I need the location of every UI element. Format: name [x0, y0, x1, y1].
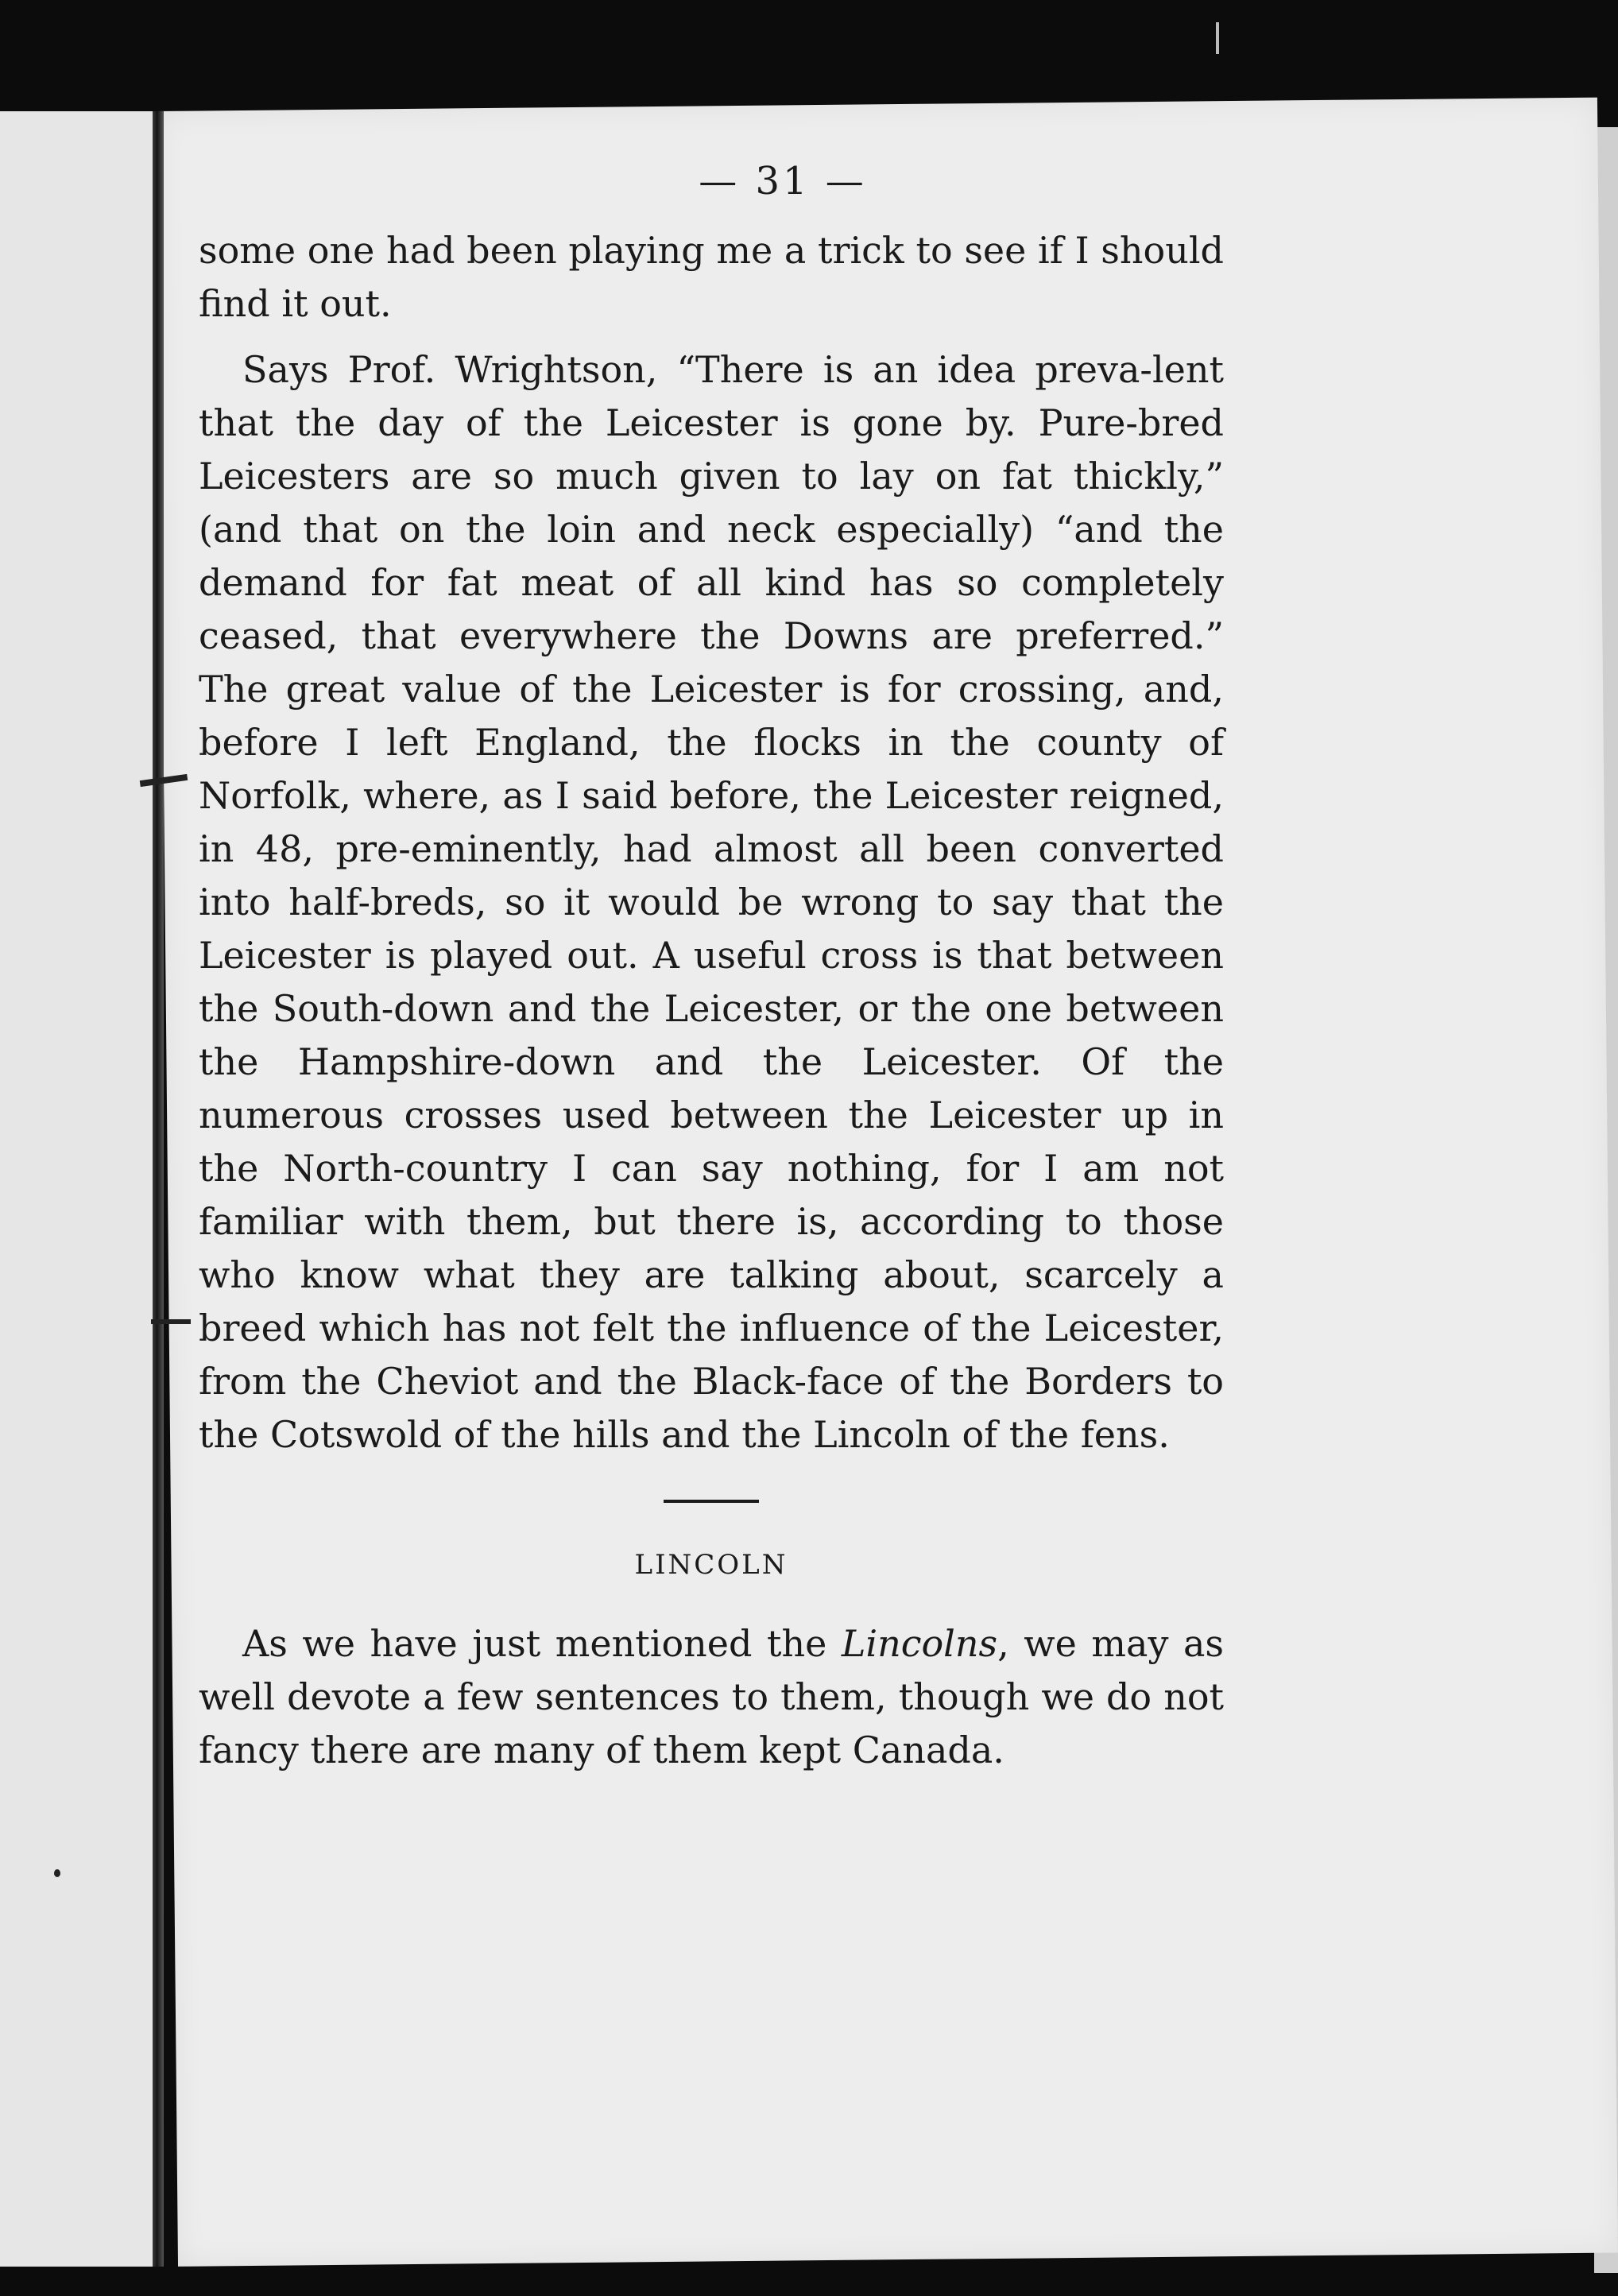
book-spine	[153, 111, 164, 2267]
facing-page-edge	[0, 111, 157, 2267]
lincoln-text-before: As we have just mentioned the	[242, 1622, 842, 1665]
paragraph-lincoln	[199, 1617, 1224, 1777]
margin-dot	[54, 1869, 60, 1877]
page-number: — 31 —	[699, 159, 867, 203]
spine-notch-bottom	[151, 1319, 191, 1324]
section-divider	[664, 1500, 759, 1503]
page-text-block	[199, 159, 1224, 1777]
section-heading-lincoln: LINCOLN	[634, 1549, 788, 1581]
lincoln-italic-term: Lincolns	[841, 1622, 998, 1665]
corner-mark	[1216, 22, 1219, 54]
lincoln-text-after: , we may as well devote a few sentences to them, though we do not fancy there are many of them kept Canada.	[199, 1622, 1224, 1771]
paragraph-wrightson-quote: Says Prof. Wrightson, “There is an idea preva-lent that the day of the Leicester is gone by. Pure-bred Leicesters are so much given to lay on fat thickly,” (and that on the loin and neck especially) “and the demand for fat meat of all kind has so completely ceased, that everywhere the Downs are preferred.” The great value of the Leicester is for crossing, and, before I left England, the flocks in the county of Norfolk, where, as I said before, the Leicester reigned, in 48, pre-eminently, had almost all been converted into half-breds, so it would be wrong to say that the Leicester is played out. A useful cross is that between the South-down and the Leicester, or the one between the Hampshire-down and the Leicester. Of the numerous crosses used between the Leicester up in the North-country I can say nothing, for I am not familiar with them, but there is, according to those who know what they are talking about, scarcely a breed which has not felt the influence of the Leicester, from the Cheviot and the Black-face of the Borders to the Cotswold of the hills and the Lincoln of the fens.	[199, 348, 1224, 1456]
paragraph-continuation: some one had been playing me a trick to see if I should find it out.	[199, 229, 1224, 325]
